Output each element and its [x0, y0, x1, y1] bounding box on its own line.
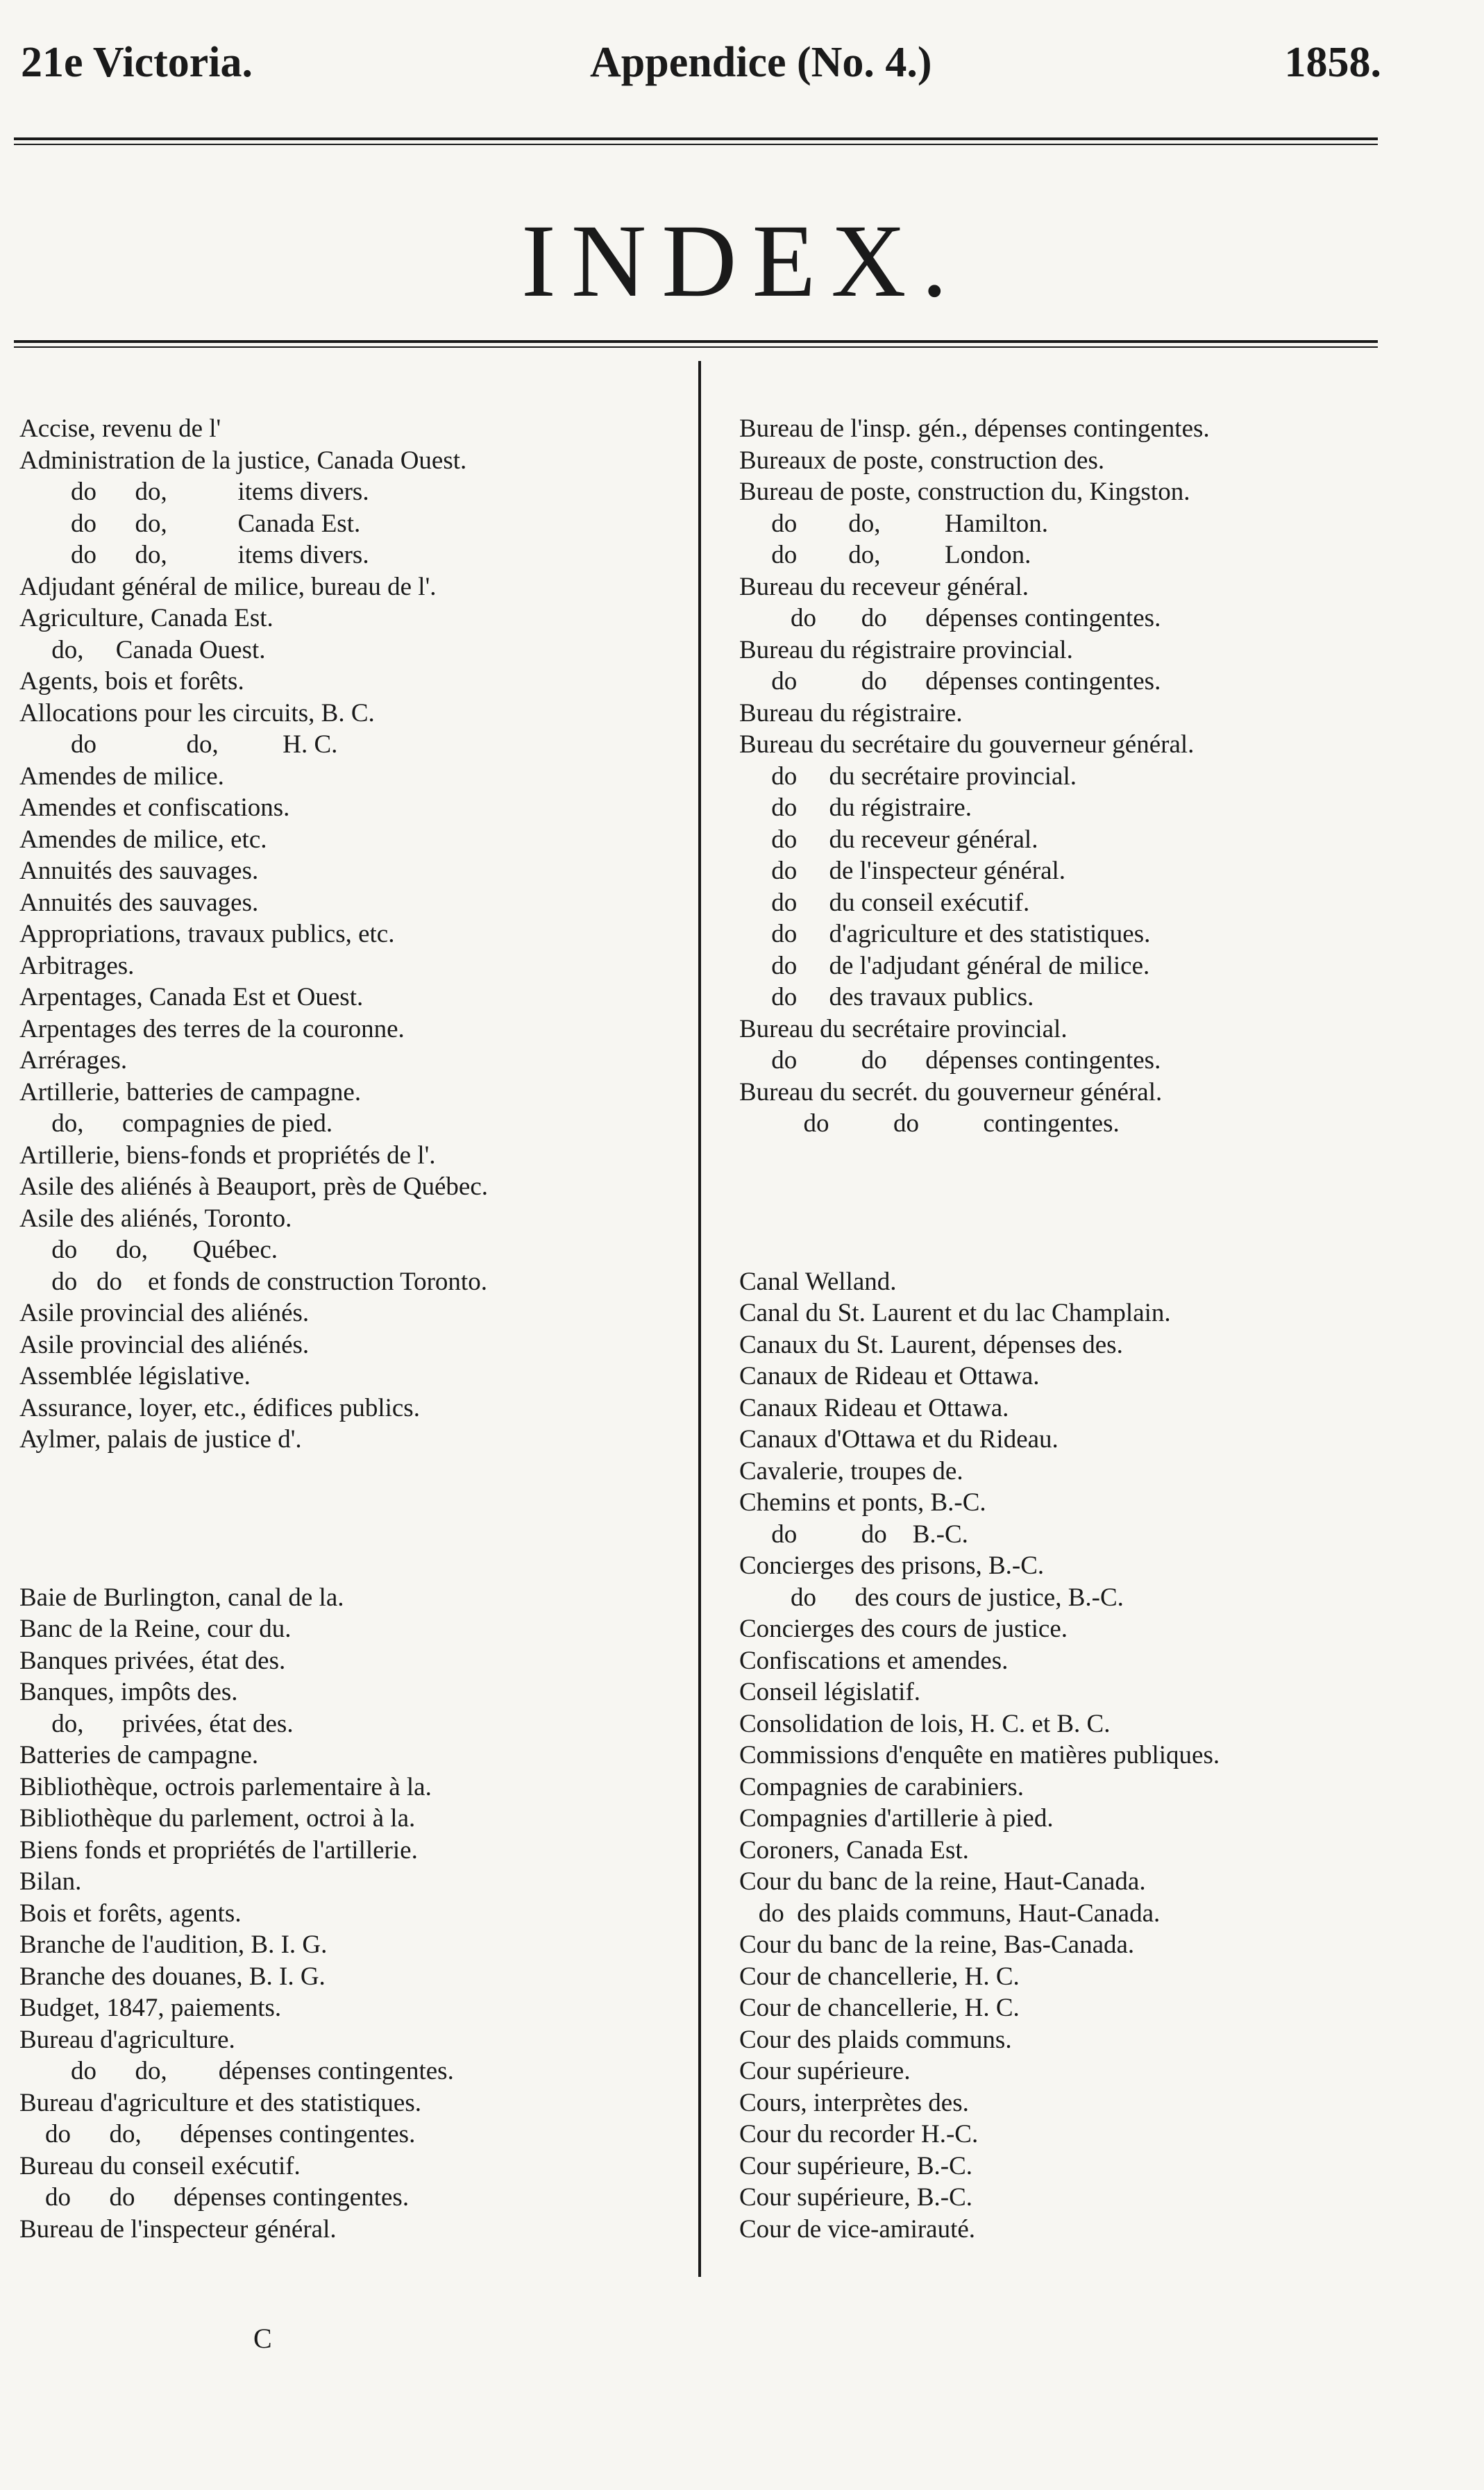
index-entry: Agriculture, Canada Est.: [19, 604, 273, 632]
index-column-right: [739, 413, 1392, 2245]
index-entry: Bibliothèque, octrois parlementaire à la.: [19, 1772, 432, 1801]
index-entry: do do contingentes.: [739, 1109, 1120, 1138]
index-entry: Asile provincial des aliénés.: [19, 1330, 310, 1359]
index-entry: Cavalerie, troupes de.: [739, 1456, 963, 1486]
index-entry: Bureau d'agriculture et des statistiques.: [19, 2088, 421, 2117]
index-entry: Canaux Rideau et Ottawa.: [739, 1393, 1009, 1422]
index-entry: Bureaux de poste, construction des.: [739, 446, 1105, 475]
index-entry: Arpentages des terres de la couronne.: [19, 1014, 405, 1043]
index-entry: Assurance, loyer, etc., édifices publics.: [19, 1393, 420, 1422]
index-entry: do du conseil exécutif.: [739, 888, 1030, 917]
index-entry: do do dépenses contingentes.: [19, 2183, 410, 2212]
index-entry: do du secrétaire provincial.: [739, 762, 1077, 791]
index-entry: Cour du recorder H.-C.: [739, 2120, 979, 2148]
index-entry: Canaux du St. Laurent, dépenses des.: [739, 1330, 1123, 1359]
index-entry: Bureau du secrétaire du gouverneur général.: [739, 730, 1195, 759]
index-entry: do do B.-C.: [739, 1520, 968, 1549]
index-entry: do de l'inspecteur général.: [739, 857, 1066, 885]
index-entry: do do, H. C.: [19, 730, 338, 759]
index-entry: Bureau d'agriculture.: [19, 2025, 235, 2054]
index-entry: Cour supérieure, B.-C.: [739, 2151, 973, 2180]
index-entry: Asile des aliénés à Beauport, près de Québec.: [19, 1172, 488, 1201]
index-entry: [739, 1203, 1392, 1235]
signature-mark: C: [253, 2323, 272, 2354]
index-entry: [739, 1171, 1392, 1203]
index-entry: Bilan.: [19, 1867, 82, 1896]
index-entry: Assemblée législative.: [19, 1362, 251, 1390]
index-entry: do de l'adjudant général de milice.: [739, 951, 1150, 980]
index-entry: Artillerie, biens-fonds et propriétés de l'.: [19, 1141, 436, 1170]
index-entry: Amendes de milice, etc.: [19, 825, 267, 854]
index-entry: Commissions d'enquête en matières publiques.: [739, 1741, 1220, 1769]
index-entry: do do, items divers.: [19, 478, 369, 506]
index-entry: do des plaids communs, Haut-Canada.: [739, 1899, 1161, 1928]
index-entry: Confiscations et amendes.: [739, 1646, 1009, 1675]
index-entry: Bureau de l'insp. gén., dépenses contingentes.: [739, 414, 1210, 443]
index-entry: Batteries de campagne.: [19, 1741, 259, 1769]
index-entry: do do dépenses contingentes.: [739, 667, 1161, 696]
index-entry: do d'agriculture et des statistiques.: [739, 920, 1151, 948]
index-entry: do do et fonds de construction Toronto.: [19, 1267, 487, 1296]
index-entry: Budget, 1847, paiements.: [19, 1994, 282, 2022]
index-entry: Branche de l'audition, B. I. G.: [19, 1930, 328, 1959]
index-entry: [739, 1140, 1392, 1172]
index-entry: do do dépenses contingentes.: [739, 1046, 1161, 1075]
index-entry: do du receveur général.: [739, 825, 1038, 854]
index-entry: Cour supérieure.: [739, 2057, 911, 2085]
index-column-left: [19, 413, 686, 2245]
index-entry: Cour de chancellerie, H. C.: [739, 1962, 1020, 1991]
index-entry: Cours, interprètes des.: [739, 2088, 969, 2117]
index-entry: Conseil législatif.: [739, 1678, 921, 1706]
index-entry: Baie de Burlington, canal de la.: [19, 1583, 344, 1612]
index-entry: Artillerie, batteries de campagne.: [19, 1077, 362, 1107]
index-entry: do do dépenses contingentes.: [739, 604, 1161, 632]
index-entry: do, Canada Ouest.: [19, 635, 266, 664]
index-entry: do, privées, état des.: [19, 1709, 294, 1738]
index-entry: Accise, revenu de l': [19, 414, 221, 443]
index-entry: do do, dépenses contingentes.: [19, 2057, 454, 2085]
index-entry: Concierges des cours de justice.: [739, 1615, 1068, 1643]
title-rule-top: [14, 340, 1378, 343]
index-entry: Cour de chancellerie, H. C.: [739, 1994, 1020, 2022]
index-entry: do do, dépenses contingentes.: [19, 2120, 416, 2148]
index-entry: Canal Welland.: [739, 1267, 897, 1296]
index-entry: Annuités des sauvages.: [19, 857, 259, 885]
index-entry: Arrérages.: [19, 1046, 128, 1075]
index-entry: Banc de la Reine, cour du.: [19, 1615, 292, 1643]
header-appendix: Appendice (No. 4.): [590, 39, 932, 86]
index-entry: Coroners, Canada Est.: [739, 1835, 969, 1865]
index-entry: Compagnies d'artillerie à pied.: [739, 1804, 1054, 1833]
index-entry: Asile provincial des aliénés.: [19, 1299, 310, 1327]
index-entry: Cour du banc de la reine, Haut-Canada.: [739, 1867, 1146, 1896]
index-entry: [19, 1519, 686, 1551]
index-entry: Appropriations, travaux publics, etc.: [19, 920, 395, 948]
column-divider: [698, 361, 701, 2277]
index-entry: do do, London.: [739, 541, 1031, 569]
index-entry: Bureau du régistraire.: [739, 698, 963, 727]
index-entry: Bois et forêts, agents.: [19, 1899, 242, 1928]
index-entry: Aylmer, palais de justice d'.: [19, 1425, 302, 1454]
page-title: INDEX.: [521, 203, 963, 319]
index-entry: [19, 1550, 686, 1582]
index-entry: Arpentages, Canada Est et Ouest.: [19, 983, 364, 1011]
index-entry: Amendes de milice.: [19, 762, 224, 791]
header-session: 21e Victoria.: [21, 39, 253, 86]
index-entry: Allocations pour les circuits, B. C.: [19, 698, 375, 727]
header-year: 1858.: [1284, 39, 1381, 86]
index-entry: Cour des plaids communs.: [739, 2025, 1012, 2054]
index-entry: do des cours de justice, B.-C.: [739, 1583, 1124, 1612]
index-entry: Annuités des sauvages.: [19, 888, 259, 917]
index-entry: Compagnies de carabiniers.: [739, 1772, 1024, 1801]
index-entry: Bureau du régistraire provincial.: [739, 635, 1073, 664]
index-entry: do do, Québec.: [19, 1236, 278, 1264]
index-entry: do do, items divers.: [19, 541, 369, 569]
index-entry: do do, Canada Est.: [19, 509, 361, 538]
index-entry: Banques privées, état des.: [19, 1646, 286, 1675]
index-entry: Canaux de Rideau et Ottawa.: [739, 1362, 1040, 1390]
index-entry: Consolidation de lois, H. C. et B. C.: [739, 1709, 1111, 1738]
index-entry: Canaux d'Ottawa et du Rideau.: [739, 1425, 1059, 1454]
index-entry: Bureau de l'inspecteur général.: [19, 2214, 337, 2244]
title-rule-bottom: [14, 346, 1378, 348]
index-entry: [19, 1487, 686, 1519]
index-entry: Agents, bois et forêts.: [19, 667, 244, 696]
index-entry: Bureau du secrétaire provincial.: [739, 1014, 1068, 1043]
index-entry: Cour du banc de la reine, Bas-Canada.: [739, 1930, 1135, 1959]
index-entry: Bureau du receveur général.: [739, 572, 1029, 601]
index-entry: Biens fonds et propriétés de l'artillerie.: [19, 1835, 418, 1865]
index-entry: Cour supérieure, B.-C.: [739, 2183, 973, 2212]
index-entry: Bibliothèque du parlement, octroi à la.: [19, 1804, 416, 1833]
index-entry: Adjudant général de milice, bureau de l'.: [19, 572, 437, 601]
index-entry: Bureau du conseil exécutif.: [19, 2151, 301, 2180]
header-rule-top: [14, 137, 1378, 140]
index-entry: Banques, impôts des.: [19, 1678, 238, 1706]
index-entry: [19, 1456, 686, 1488]
index-entry: Canal du St. Laurent et du lac Champlain.: [739, 1299, 1171, 1327]
header-rule-bottom: [14, 144, 1378, 145]
index-entry: Bureau du secrét. du gouverneur général.: [739, 1077, 1163, 1107]
index-entry: Chemins et ponts, B.-C.: [739, 1488, 986, 1517]
index-entry: Branche des douanes, B. I. G.: [19, 1962, 326, 1991]
index-entry: do des travaux publics.: [739, 983, 1034, 1011]
index-entry: do, compagnies de pied.: [19, 1109, 333, 1138]
index-entry: do du régistraire.: [739, 793, 972, 822]
running-header: [21, 38, 1381, 101]
index-entry: Bureau de poste, construction du, Kingston.: [739, 478, 1190, 506]
index-entry: Asile des aliénés, Toronto.: [19, 1204, 292, 1233]
index-entry: Administration de la justice, Canada Ouest.: [19, 446, 467, 475]
index-entry: Concierges des prisons, B.-C.: [739, 1551, 1045, 1580]
index-entry: do do, Hamilton.: [739, 509, 1049, 538]
index-entry: Amendes et confiscations.: [19, 793, 290, 822]
index-entry: Arbitrages.: [19, 951, 135, 980]
index-entry: [739, 1234, 1392, 1266]
index-entry: Cour de vice-amirauté.: [739, 2214, 976, 2244]
